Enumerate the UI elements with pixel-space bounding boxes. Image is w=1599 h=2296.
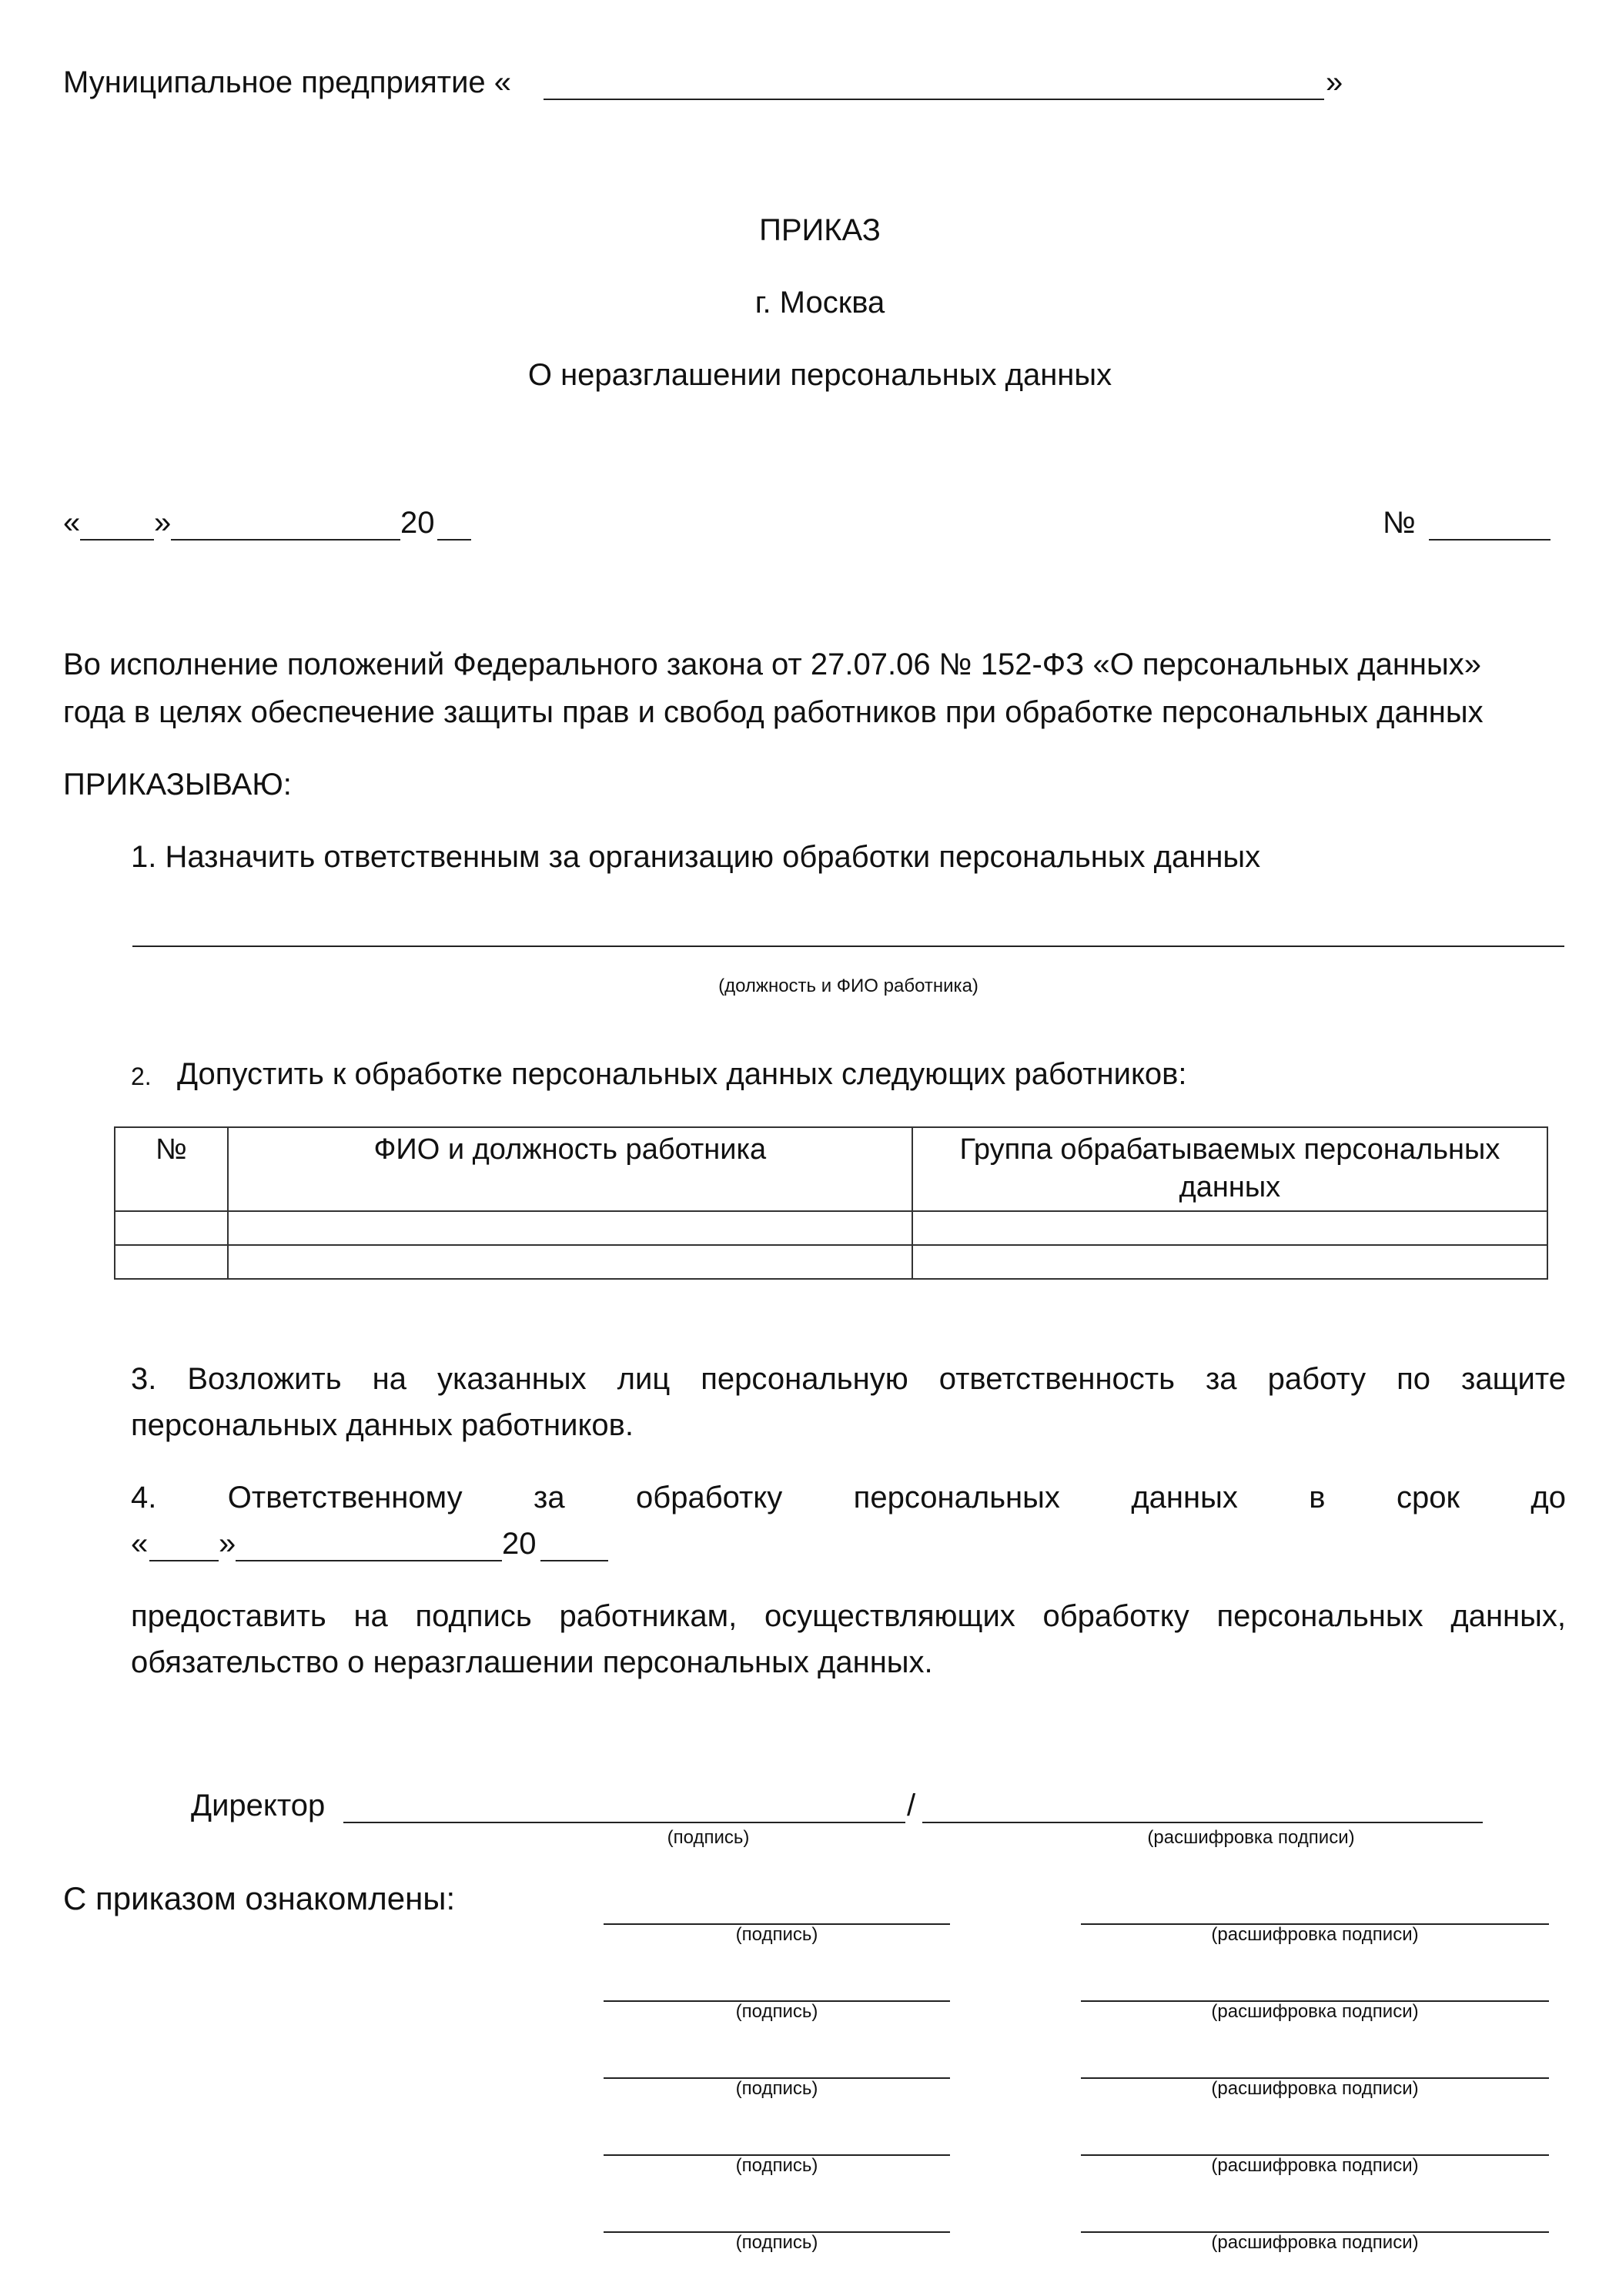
item-3-line-1: 3. Возложить на указанных лиц персональную ответственность за работу по защите	[131, 1362, 1566, 1396]
doc-type: ПРИКАЗ	[759, 213, 881, 247]
doc-city: г. Москва	[754, 286, 885, 320]
table-row	[115, 1211, 1547, 1245]
date-close-quote: »	[154, 506, 172, 540]
acquainted-label: С приказом ознакомлены:	[63, 1880, 456, 1916]
signature-slash: /	[907, 1789, 916, 1822]
acquainted-sign-caption: (подпись)	[735, 2155, 818, 2176]
date-year-blank	[437, 539, 471, 541]
item-4-date-open: «	[131, 1527, 149, 1561]
org-suffix: »	[1326, 65, 1343, 99]
table-cell	[228, 1211, 912, 1245]
date-day-blank	[80, 539, 154, 541]
item-1: 1. Назначить ответственным за организацию обработки персональных данных	[131, 840, 1261, 874]
item-4-paragraph-line-2: обязательство о неразглашении персональных данных.	[131, 1645, 933, 1679]
item-4-year-blank	[540, 1560, 608, 1561]
acquainted-sign-caption: (подпись)	[735, 2232, 818, 2253]
employees-table	[114, 1126, 1548, 1280]
acquainted-decode-caption: (расшифровка подписи)	[1211, 2078, 1419, 2099]
doc-subject: О неразглашении персональных данных	[527, 358, 1112, 392]
order-word: ПРИКАЗЫВАЮ:	[63, 768, 292, 802]
item-1-responsible-blank	[132, 946, 1564, 947]
table-header-employee: ФИО и должность работника	[228, 1127, 912, 1211]
org-prefix: Муниципальное предприятие «	[63, 65, 512, 99]
acquainted-decode-caption: (расшифровка подписи)	[1211, 2155, 1419, 2176]
number-blank	[1429, 539, 1550, 541]
date-month-blank	[171, 539, 400, 541]
table-header-row	[115, 1127, 1547, 1211]
acquainted-decode-caption: (расшифровка подписи)	[1211, 2232, 1419, 2253]
table-cell	[115, 1245, 228, 1279]
date-year-prefix: 20	[400, 506, 435, 540]
item-4-month-blank	[236, 1560, 502, 1561]
item-1-caption: (должность и ФИО работника)	[718, 976, 978, 996]
item-2-number: 2.	[131, 1063, 152, 1090]
table-cell	[912, 1245, 1547, 1279]
date-open-quote: «	[63, 506, 81, 540]
table-cell	[912, 1211, 1547, 1245]
preamble-line-1: Во исполнение положений Федерального закона от 27.07.06 № 152-ФЗ «О персональных данных»	[63, 648, 1481, 681]
table-header-number: №	[115, 1127, 228, 1211]
table-cell	[228, 1245, 912, 1279]
item-3-line-2: персональных данных работников.	[131, 1408, 634, 1442]
item-2-text: Допустить к обработке персональных данных следующих работников:	[177, 1057, 1187, 1091]
acquainted-sign-caption: (подпись)	[735, 1924, 818, 1945]
org-name-blank	[544, 99, 1324, 100]
director-signature-blank	[343, 1822, 905, 1823]
item-4-date-close: »	[219, 1527, 236, 1561]
table-header-data-group: Группа обрабатываемых персональных данных	[912, 1127, 1547, 1211]
item-4-paragraph-line-1: предоставить на подпись работникам, осуществляющих обработку персональных данных,	[131, 1599, 1566, 1633]
acquainted-decode-caption: (расшифровка подписи)	[1211, 1924, 1419, 1945]
preamble-line-2: года в целях обеспечение защиты прав и свобод работников при обработке персональных данных	[63, 695, 1484, 729]
acquainted-sign-caption: (подпись)	[735, 2001, 818, 2022]
acquainted-decode-caption: (расшифровка подписи)	[1211, 2001, 1419, 2022]
item-4-year-prefix: 20	[502, 1527, 537, 1561]
director-decode-caption: (расшифровка подписи)	[1147, 1827, 1355, 1848]
table-row	[115, 1245, 1547, 1279]
number-label: №	[1383, 506, 1416, 540]
item-4-line-1: 4. Ответственному за обработку персональных данных в срок до	[131, 1481, 1566, 1514]
director-sign-caption: (подпись)	[667, 1827, 750, 1848]
item-4-day-blank	[149, 1560, 219, 1561]
table-cell	[115, 1211, 228, 1245]
director-decode-blank	[922, 1822, 1483, 1823]
acquainted-sign-caption: (подпись)	[735, 2078, 818, 2099]
director-label: Директор	[191, 1789, 326, 1822]
